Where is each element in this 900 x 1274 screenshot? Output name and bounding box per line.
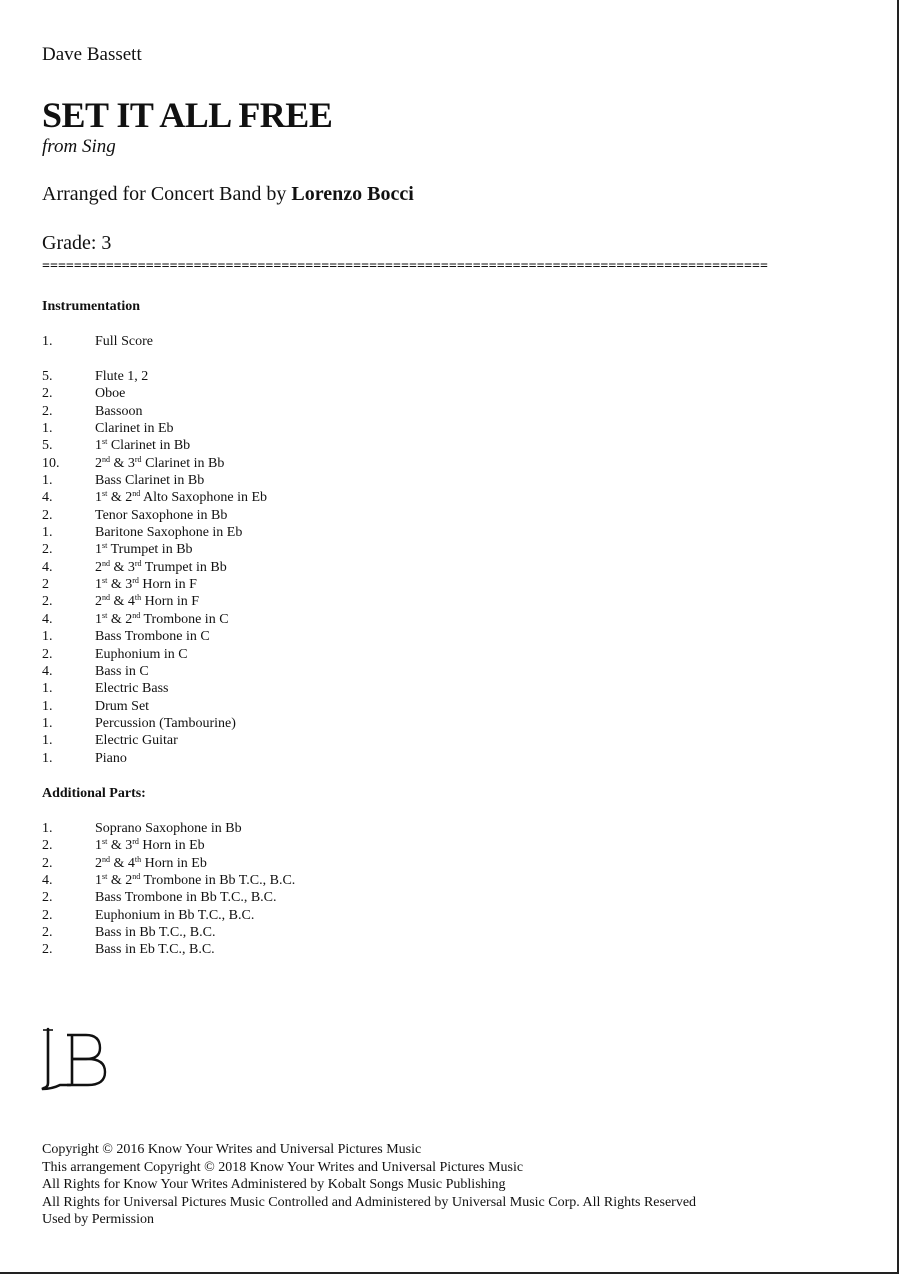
item-text: Piano bbox=[95, 750, 127, 766]
item-quantity: 2. bbox=[42, 855, 53, 871]
ordinal-suffix: nd bbox=[102, 558, 110, 568]
ordinal-suffix: nd bbox=[132, 489, 141, 499]
list-item bbox=[42, 855, 295, 872]
item-text: Bass Trombone in C bbox=[95, 629, 210, 645]
list-item bbox=[42, 368, 267, 385]
ordinal-suffix: nd bbox=[102, 593, 110, 603]
composer-name: Dave Bassett bbox=[42, 44, 142, 65]
item-name: Full Score bbox=[95, 334, 153, 349]
item-text: Horn in F bbox=[138, 577, 197, 593]
item-text: 2 bbox=[95, 594, 102, 610]
list-item bbox=[42, 889, 295, 906]
item-text: 1 bbox=[95, 838, 102, 854]
list-item bbox=[42, 576, 267, 593]
item-text: 2 bbox=[95, 855, 102, 871]
ordinal-suffix: th bbox=[134, 593, 142, 603]
list-item bbox=[42, 559, 267, 576]
list-item bbox=[42, 333, 153, 350]
arranger-name: Lorenzo Bocci bbox=[291, 183, 414, 205]
item-quantity: 1. bbox=[42, 698, 53, 714]
list-item bbox=[42, 646, 267, 663]
ordinal-suffix: st bbox=[102, 872, 108, 882]
item-name bbox=[95, 664, 149, 679]
item-text: Euphonium in Bb T.C., B.C. bbox=[95, 907, 255, 923]
copyright-notice bbox=[42, 1141, 696, 1229]
item-name bbox=[95, 490, 267, 505]
additional-parts-list bbox=[42, 820, 295, 959]
item-name bbox=[95, 716, 236, 731]
item-quantity: 1. bbox=[42, 715, 53, 731]
item-name bbox=[95, 438, 190, 453]
item-name bbox=[95, 525, 242, 540]
list-item bbox=[42, 680, 267, 697]
item-name bbox=[95, 890, 277, 905]
ordinal-suffix: nd bbox=[132, 610, 141, 620]
item-text: & 2 bbox=[107, 490, 133, 506]
item-quantity: 10. bbox=[42, 455, 60, 471]
item-text: Clarinet in Bb bbox=[107, 438, 191, 454]
item-name bbox=[95, 369, 148, 384]
item-text: & 3 bbox=[110, 455, 135, 471]
item-quantity: 2. bbox=[42, 942, 53, 958]
list-item bbox=[42, 489, 267, 506]
item-quantity: 2. bbox=[42, 403, 53, 419]
list-item bbox=[42, 837, 295, 854]
item-name bbox=[95, 404, 142, 419]
item-text: Horn in Eb bbox=[141, 855, 207, 871]
ordinal-suffix: st bbox=[102, 610, 108, 620]
item-name bbox=[95, 473, 204, 488]
item-quantity: 2. bbox=[42, 907, 53, 923]
item-name bbox=[95, 647, 188, 662]
item-name bbox=[95, 942, 215, 957]
item-quantity: 2. bbox=[42, 386, 53, 402]
full-score-list bbox=[42, 333, 153, 350]
item-quantity: 4. bbox=[42, 873, 53, 889]
item-text: Horn in Eb bbox=[138, 838, 205, 854]
copyright-line: All Rights for Universal Pictures Music Controlled and Administered by Universal Music Corp. All Rights Reserved bbox=[42, 1194, 697, 1210]
list-item bbox=[42, 507, 267, 524]
arranged-prefix: Arranged for Concert Band by bbox=[42, 183, 292, 205]
item-quantity: 4. bbox=[42, 611, 53, 627]
item-text: Trumpet in Bb bbox=[141, 559, 227, 575]
item-text: Trombone in C bbox=[140, 611, 229, 627]
lb-logo bbox=[38, 1025, 110, 1095]
instrumentation-heading: Instrumentation bbox=[42, 299, 141, 314]
ordinal-suffix: st bbox=[102, 576, 108, 586]
item-text: Bass in Eb T.C., B.C. bbox=[95, 942, 215, 958]
item-name bbox=[95, 456, 224, 471]
list-item bbox=[42, 715, 267, 732]
list-item bbox=[42, 437, 267, 454]
list-item bbox=[42, 385, 267, 402]
list-item bbox=[42, 907, 295, 924]
item-text: Tenor Saxophone in Bb bbox=[95, 507, 228, 523]
ordinal-suffix: rd bbox=[132, 576, 139, 586]
ordinal-suffix: st bbox=[102, 837, 108, 847]
item-text: 1 bbox=[95, 873, 102, 889]
item-name bbox=[95, 577, 197, 592]
list-item bbox=[42, 472, 267, 489]
grade: Grade: 3 bbox=[42, 232, 112, 254]
item-text: 1 bbox=[95, 577, 102, 593]
item-text: & 4 bbox=[110, 594, 135, 610]
list-item bbox=[42, 750, 267, 767]
ordinal-suffix: nd bbox=[102, 454, 110, 464]
item-text: Trombone in Bb T.C., B.C. bbox=[140, 873, 296, 889]
item-name bbox=[95, 908, 254, 923]
item-text: Flute 1, 2 bbox=[95, 369, 149, 384]
item-quantity: 1. bbox=[42, 733, 53, 749]
item-quantity: 1. bbox=[42, 334, 53, 349]
page-title: SET IT ALL FREE bbox=[42, 95, 333, 135]
ordinal-suffix: rd bbox=[134, 558, 142, 568]
item-quantity: 2. bbox=[42, 890, 53, 906]
item-text: Soprano Saxophone in Bb bbox=[95, 821, 242, 836]
ordinal-suffix: st bbox=[102, 541, 108, 551]
ordinal-suffix: rd bbox=[134, 454, 142, 464]
item-text: & 3 bbox=[110, 559, 135, 575]
item-text: Bass Trombone in Bb T.C., B.C. bbox=[95, 890, 277, 906]
copyright-line: All Rights for Know Your Writes Administered by Kobalt Songs Music Publishing bbox=[42, 1177, 506, 1192]
item-name bbox=[95, 925, 215, 940]
item-text: Clarinet in Bb bbox=[141, 455, 225, 471]
item-quantity: 4. bbox=[42, 490, 53, 506]
item-text: Electric Guitar bbox=[95, 733, 178, 749]
item-name bbox=[95, 542, 193, 557]
list-item bbox=[42, 698, 267, 715]
list-item bbox=[42, 403, 267, 420]
item-name bbox=[95, 508, 227, 523]
item-quantity: 1. bbox=[42, 525, 53, 541]
list-item bbox=[42, 420, 267, 437]
list-item bbox=[42, 924, 295, 941]
additional-parts-heading: Additional Parts: bbox=[42, 786, 146, 801]
item-name bbox=[95, 856, 207, 871]
list-item bbox=[42, 628, 267, 645]
ordinal-suffix: rd bbox=[132, 837, 139, 847]
list-item bbox=[42, 541, 267, 558]
item-quantity: 4. bbox=[42, 663, 53, 679]
list-item bbox=[42, 611, 267, 628]
ordinal-suffix: nd bbox=[132, 872, 141, 882]
item-quantity: 2. bbox=[42, 594, 53, 610]
item-text: Bass in C bbox=[95, 663, 149, 679]
ordinal-suffix: st bbox=[102, 437, 108, 447]
item-text: & 4 bbox=[110, 855, 135, 871]
item-quantity: 2. bbox=[42, 507, 53, 523]
item-text: 1 bbox=[95, 611, 102, 627]
item-quantity: 1. bbox=[42, 629, 53, 645]
list-item bbox=[42, 593, 267, 610]
list-item bbox=[42, 872, 295, 889]
item-text: 2 bbox=[95, 455, 102, 471]
copyright-line: This arrangement Copyright © 2018 Know Your Writes and Universal Pictures Music bbox=[42, 1159, 524, 1175]
item-text: Bass in Bb T.C., B.C. bbox=[95, 925, 216, 941]
ordinal-suffix: nd bbox=[102, 854, 110, 864]
item-text: Trumpet in Bb bbox=[107, 542, 193, 558]
item-name bbox=[95, 386, 125, 401]
arranged-line bbox=[42, 183, 414, 206]
item-text: Euphonium in C bbox=[95, 646, 188, 662]
item-name bbox=[95, 594, 199, 609]
list-item bbox=[42, 663, 267, 680]
item-text: Baritone Saxophone in Eb bbox=[95, 525, 243, 541]
item-name bbox=[95, 733, 178, 748]
item-text: Clarinet in Eb bbox=[95, 421, 174, 437]
subtitle: from Sing bbox=[42, 136, 116, 157]
item-text: Drum Set bbox=[95, 698, 150, 714]
item-text: Alto Saxophone in Eb bbox=[140, 490, 268, 506]
item-text: 1 bbox=[95, 490, 102, 506]
ordinal-suffix: st bbox=[102, 489, 108, 499]
ordinal-suffix: th bbox=[134, 854, 142, 864]
item-quantity: 5. bbox=[42, 438, 53, 454]
item-quantity: 1. bbox=[42, 421, 53, 437]
item-name bbox=[95, 873, 295, 888]
item-quantity: 1. bbox=[42, 681, 53, 697]
item-name bbox=[95, 821, 242, 836]
item-name bbox=[95, 612, 229, 627]
item-quantity: 5. bbox=[42, 369, 53, 384]
item-quantity: 2. bbox=[42, 838, 53, 854]
list-item bbox=[42, 820, 295, 837]
list-item bbox=[42, 455, 267, 472]
instrument-list bbox=[42, 368, 267, 767]
item-text: 2 bbox=[95, 559, 102, 575]
list-item bbox=[42, 524, 267, 541]
copyright-line: Used by Permission bbox=[42, 1212, 154, 1227]
item-text: & 3 bbox=[107, 838, 133, 854]
item-name bbox=[95, 699, 149, 714]
item-quantity: 2. bbox=[42, 925, 53, 941]
item-name bbox=[95, 838, 205, 853]
list-item bbox=[42, 732, 267, 749]
item-name bbox=[95, 560, 227, 575]
item-quantity: 1. bbox=[42, 473, 53, 489]
item-quantity: 2 bbox=[42, 577, 49, 593]
item-text: Percussion (Tambourine) bbox=[95, 715, 236, 731]
item-name bbox=[95, 421, 174, 436]
item-quantity: 2. bbox=[42, 542, 53, 558]
item-quantity: 2. bbox=[42, 646, 53, 662]
item-text: Bassoon bbox=[95, 403, 143, 419]
copyright-line: Copyright © 2016 Know Your Writes and Universal Pictures Music bbox=[42, 1142, 422, 1157]
item-text: Horn in F bbox=[141, 594, 200, 610]
item-quantity: 1. bbox=[42, 750, 53, 766]
item-quantity: 1. bbox=[42, 821, 53, 836]
item-text: 1 bbox=[95, 542, 102, 558]
item-text: Bass Clarinet in Bb bbox=[95, 473, 205, 489]
item-name bbox=[95, 629, 210, 644]
list-item bbox=[42, 941, 295, 958]
item-name bbox=[95, 751, 127, 766]
item-name bbox=[95, 681, 168, 696]
item-quantity: 4. bbox=[42, 559, 53, 575]
item-text: & 3 bbox=[107, 577, 133, 593]
item-text: & 2 bbox=[107, 611, 133, 627]
item-text: 1 bbox=[95, 438, 102, 454]
item-text: & 2 bbox=[107, 873, 133, 889]
item-text: Electric Bass bbox=[95, 681, 169, 697]
separator-rule: =========================================================================================== bbox=[42, 259, 768, 274]
item-text: Oboe bbox=[95, 386, 126, 402]
